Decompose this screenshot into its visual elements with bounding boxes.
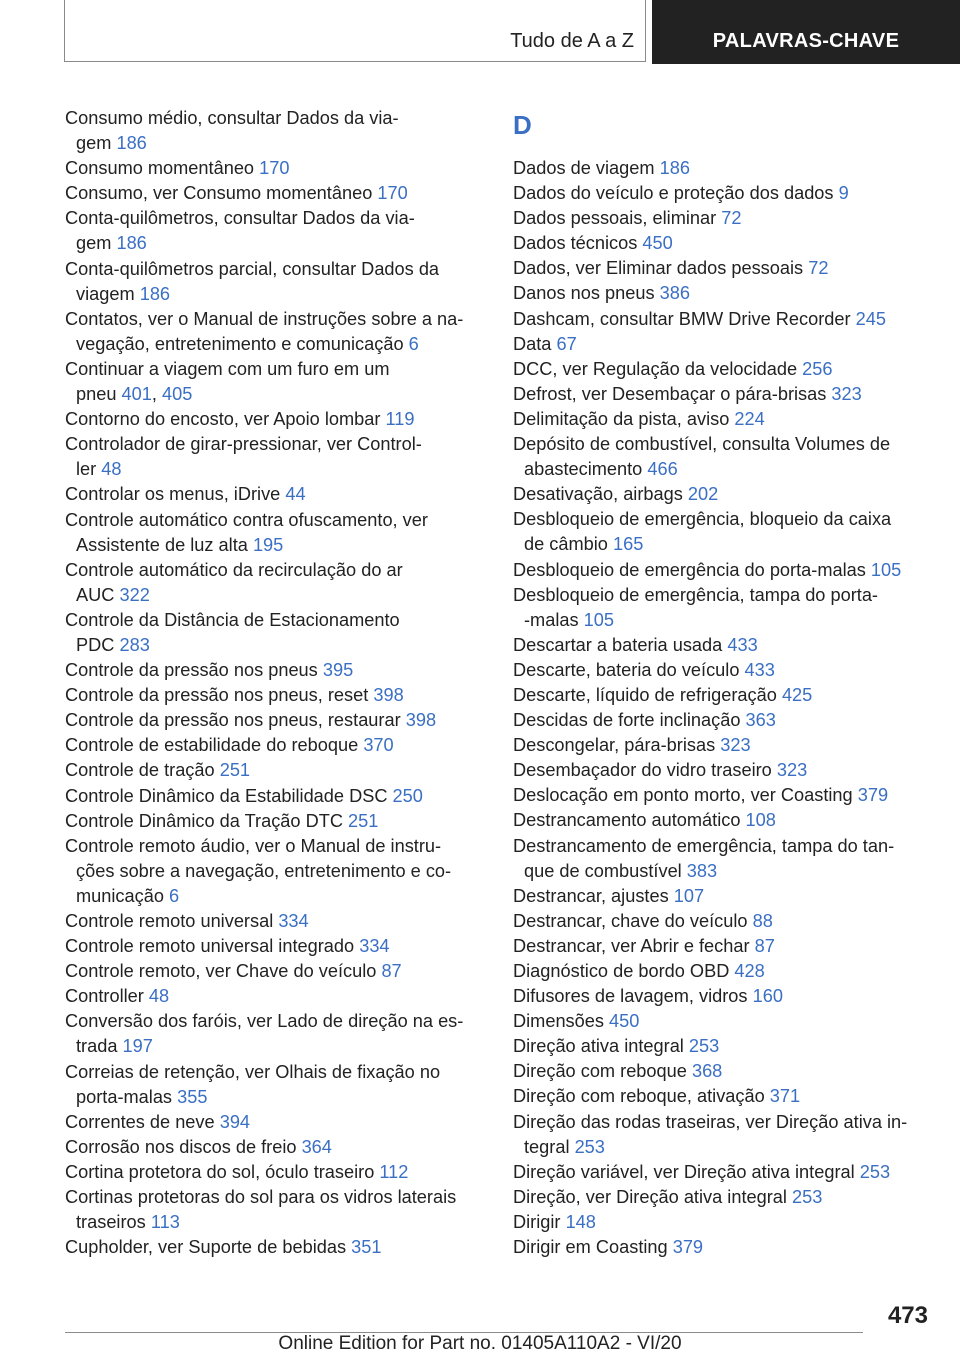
index-entry: Dirigir em Coasting 379 (513, 1237, 704, 1258)
page-link[interactable]: 186 (659, 158, 690, 178)
page-link[interactable]: 363 (745, 710, 776, 731)
page-link[interactable]: 251 (348, 810, 379, 831)
page-link[interactable]: 245 (855, 308, 886, 329)
page-link[interactable]: 6 (408, 333, 419, 354)
page-link[interactable]: 202 (687, 484, 719, 505)
index-entry: Desbloqueio de emergência do porta-malas 105 (513, 559, 902, 580)
page-link[interactable]: 466 (647, 459, 678, 480)
index-entry: Conta-quilômetros parcial, consultar Dados da viagem 186 (65, 258, 440, 304)
page-link[interactable]: 67 (556, 333, 577, 354)
page-link[interactable]: 250 (392, 785, 423, 806)
index-entry: Desbloqueio de emergência, bloqueio da caixa de câmbio 165 (513, 509, 892, 555)
index-entry: Controle Dinâmico da Estabilidade DSC 250 (65, 785, 423, 806)
index-entry: Danos nos pneus 386 (513, 283, 690, 304)
page-link[interactable]: 253 (792, 1186, 823, 1207)
page-link[interactable]: 398 (405, 710, 437, 731)
page-link[interactable]: 379 (672, 1237, 704, 1258)
page-link[interactable]: 87 (381, 961, 402, 982)
page-link[interactable]: 6 (169, 885, 180, 906)
index-entry: Desembaçador do vidro traseiro 323 (513, 760, 808, 781)
index-entry: Cupholder, ver Suporte de bebidas 351 (65, 1237, 382, 1258)
page-link[interactable]: 48 (101, 459, 122, 480)
index-entry: Data 67 (513, 333, 577, 354)
index-entry: Controle de tração 251 (65, 760, 251, 781)
page-number: 473 (887, 1302, 928, 1329)
page-link[interactable]: 351 (351, 1237, 382, 1258)
page-link[interactable]: 48 (148, 986, 170, 1007)
index-entry: Controle remoto universal 334 (65, 911, 309, 931)
index-column-left (65, 106, 485, 1260)
page-link[interactable]: 433 (744, 659, 775, 680)
page-link[interactable]: 224 (734, 408, 765, 429)
index-entry: Direção com reboque 368 (513, 1061, 723, 1082)
page-link[interactable]: 450 (642, 233, 673, 254)
page-link[interactable]: 334 (278, 911, 309, 931)
page-link[interactable]: 72 (721, 208, 742, 229)
page-link[interactable]: 148 (565, 1211, 596, 1232)
index-entry: Controle automático da recirculação do ar AUC 322 (65, 559, 403, 605)
page-link[interactable]: 9 (838, 183, 849, 204)
index-entry: Desativação, airbags 202 (513, 484, 719, 505)
page-link[interactable]: 72 (808, 258, 829, 279)
index-entry: Direção, ver Direção ativa integral 253 (513, 1186, 823, 1207)
page-link[interactable]: 253 (688, 1036, 720, 1057)
page-link[interactable]: 395 (322, 660, 354, 681)
header-tab[interactable] (652, 0, 960, 64)
index-entry: Descarte, líquido de refrigeração 425 (513, 684, 813, 705)
page-link[interactable]: 401 (121, 384, 152, 405)
index-entry: Conta-quilômetros, consultar Dados da via- gem 186 (65, 208, 415, 254)
index-entry: Dashcam, consultar BMW Drive Recorder 245 (513, 308, 886, 329)
index-entry: Controle de estabilidade do reboque 370 (65, 735, 394, 756)
page-link[interactable]: 323 (831, 383, 862, 404)
index-entry: Controlar os menus, iDrive 44 (65, 484, 306, 505)
index-entry: Desbloqueio de emergência, tampa do porta- -malas 105 (513, 584, 878, 630)
index-entry: Controle da pressão nos pneus, restaurar 398 (65, 710, 437, 731)
index-entry: Consumo momentâneo 170 (65, 158, 290, 179)
index-entry: Consumo, ver Consumo momentâneo 170 (65, 183, 408, 204)
index-entry: Direção ativa integral 253 (513, 1036, 720, 1057)
index-entry: Descarte, bateria do veículo 433 (513, 659, 775, 680)
index-entry: Controle da pressão nos pneus, reset 398 (65, 685, 404, 706)
index-entry: DCC, ver Regulação da velocidade 256 (513, 358, 833, 379)
index-entry: Correias de retenção, ver Olhais de fixação no porta-malas 355 (65, 1061, 441, 1107)
page-link[interactable]: 107 (673, 885, 705, 906)
index-entry: Controle da pressão nos pneus 395 (65, 660, 354, 681)
index-column-right (513, 106, 933, 1260)
page-link[interactable]: 170 (377, 183, 408, 204)
page-link[interactable]: 105 (870, 559, 902, 580)
page-link[interactable]: 323 (776, 760, 808, 781)
index-entry: Dados do veículo e proteção dos dados 9 (513, 183, 849, 204)
page-link[interactable]: 165 (612, 534, 644, 555)
index-entry: Direção variável, ver Direção ativa integral 253 (513, 1161, 891, 1182)
index-entry: Correntes de neve 394 (65, 1111, 251, 1132)
page-link[interactable]: 428 (734, 961, 765, 981)
page-link[interactable]: 323 (720, 735, 751, 756)
index-entry: Depósito de combustível, consulta Volumes de abastecimento 466 (513, 434, 891, 480)
index-entry: Continuar a viagem com um furo em um pneu 401, 405 (65, 358, 390, 405)
page-link[interactable]: 394 (219, 1111, 251, 1132)
page-link[interactable]: 334 (359, 936, 390, 957)
index-entry: Corrosão nos discos de freio 364 (65, 1136, 332, 1157)
index-entry: Controle automático contra ofuscamento, ver Assistente de luz alta 195 (65, 509, 428, 555)
page-link[interactable]: 370 (363, 735, 394, 756)
page-link[interactable]: 405 (162, 384, 193, 405)
index-entry: Direção das rodas traseiras, ver Direção ativa in- tegral 253 (513, 1111, 908, 1157)
page-link[interactable]: 108 (745, 810, 776, 831)
index-entry: Diagnóstico de bordo OBD 428 (513, 961, 765, 981)
index-entry: Destrancamento de emergência, tampa do tan- que de combustível 383 (513, 835, 895, 881)
page-link[interactable]: 119 (385, 409, 415, 430)
index-entry: Controle remoto universal integrado 334 (65, 936, 390, 957)
page-link[interactable]: 186 (116, 133, 147, 154)
page-link[interactable]: 253 (859, 1161, 891, 1182)
index-entry: Cortina protetora do sol, óculo traseiro 112 (65, 1161, 409, 1182)
page-link[interactable]: 160 (752, 986, 783, 1007)
page-link[interactable]: 355 (177, 1086, 208, 1107)
header-tab-label: PALAVRAS-CHAVE (712, 30, 900, 52)
index-entry: Descartar a bateria usada 433 (513, 634, 758, 655)
page-link[interactable]: 112 (379, 1161, 409, 1182)
index-entry: Dados, ver Eliminar dados pessoais 72 (513, 258, 829, 279)
page-link[interactable]: 368 (691, 1061, 723, 1082)
page-link[interactable]: 253 (574, 1136, 605, 1157)
index-entry: Dados pessoais, eliminar 72 (513, 208, 742, 229)
index-entry: Controle remoto, ver Chave do veículo 87 (65, 961, 402, 982)
page-link[interactable]: 186 (116, 233, 147, 254)
index-entry: Delimitação da pista, aviso 224 (513, 408, 765, 429)
footer-edition: Online Edition for Part no. 01405A110A2 - VI/20 (278, 1333, 682, 1354)
index-entry: Consumo médio, consultar Dados da via- gem 186 (65, 108, 399, 154)
page-link[interactable]: 383 (686, 860, 718, 881)
header-section-title: Tudo de A a Z (510, 30, 634, 52)
page-link[interactable]: 195 (252, 534, 284, 555)
index-entry: Dimensões 450 (513, 1011, 640, 1032)
page-link[interactable]: 283 (119, 634, 150, 655)
index-entry: Dados de viagem 186 (513, 158, 690, 178)
page-link[interactable]: 170 (259, 158, 290, 179)
index-entry: Contorno do encosto, ver Apoio lombar 119 (65, 409, 415, 430)
page-link[interactable]: 251 (219, 760, 251, 781)
index-entry: Destrancar, ajustes 107 (513, 885, 705, 906)
page-link[interactable]: 371 (769, 1086, 801, 1107)
index-entry: Cortinas protetoras do sol para os vidros laterais traseiros 113 (65, 1187, 457, 1233)
index-entry: Direção com reboque, ativação 371 (513, 1086, 801, 1107)
page-link[interactable]: 398 (373, 685, 404, 706)
index-entry: Controller 48 (65, 986, 170, 1007)
index-entry: Controle da Distância de Estacionamento PDC 283 (65, 609, 400, 655)
index-entry: Destrancamento automático 108 (513, 810, 776, 831)
index-entry: Dados técnicos 450 (513, 233, 673, 254)
index-entry: Destrancar, ver Abrir e fechar 87 (513, 935, 775, 956)
index-entry: Destrancar, chave do veículo 88 (513, 910, 773, 931)
page-link[interactable]: 186 (139, 283, 171, 304)
index-letter-heading: D (513, 110, 532, 140)
page-link[interactable]: 322 (119, 584, 150, 605)
page-link[interactable]: 425 (781, 684, 813, 705)
page-link[interactable]: 87 (754, 935, 775, 956)
page-link[interactable]: 105 (583, 609, 614, 630)
page-link[interactable]: 386 (659, 283, 690, 304)
index-entry: Defrost, ver Desembaçar o pára-brisas 323 (513, 383, 862, 404)
index-entry: Descidas de forte inclinação 363 (513, 710, 776, 731)
index-entry: Contatos, ver o Manual de instruções sobre a na- vegação, entretenimento e comunicação 6 (65, 308, 464, 354)
page-link[interactable]: 379 (857, 785, 889, 806)
index-entry: Dirigir 148 (513, 1211, 596, 1232)
index-entry: Deslocação em ponto morto, ver Coasting 379 (513, 785, 889, 806)
page-link[interactable]: 44 (285, 484, 306, 505)
page-link[interactable]: 197 (122, 1036, 153, 1057)
index-entry: Controle remoto áudio, ver o Manual de instru- ções sobre a navegação, entretenimento e co- municação 6 (65, 835, 452, 906)
index-entry: Controlador de girar-pressionar, ver Control- ler 48 (65, 434, 422, 480)
page-link[interactable]: 113 (150, 1212, 180, 1233)
index-entry: Descongelar, pára-brisas 323 (513, 735, 751, 756)
index-entry: Controle Dinâmico da Tração DTC 251 (65, 810, 379, 831)
page-link[interactable]: 364 (301, 1136, 332, 1157)
index-entry: Conversão dos faróis, ver Lado de direção na es- trada 197 (65, 1011, 464, 1057)
index-entry: Difusores de lavagem, vidros 160 (513, 986, 783, 1007)
page-link[interactable]: 88 (752, 910, 773, 931)
page-link[interactable]: 450 (609, 1011, 640, 1032)
page-link[interactable]: 256 (802, 358, 833, 379)
page-link[interactable]: 433 (727, 634, 758, 655)
